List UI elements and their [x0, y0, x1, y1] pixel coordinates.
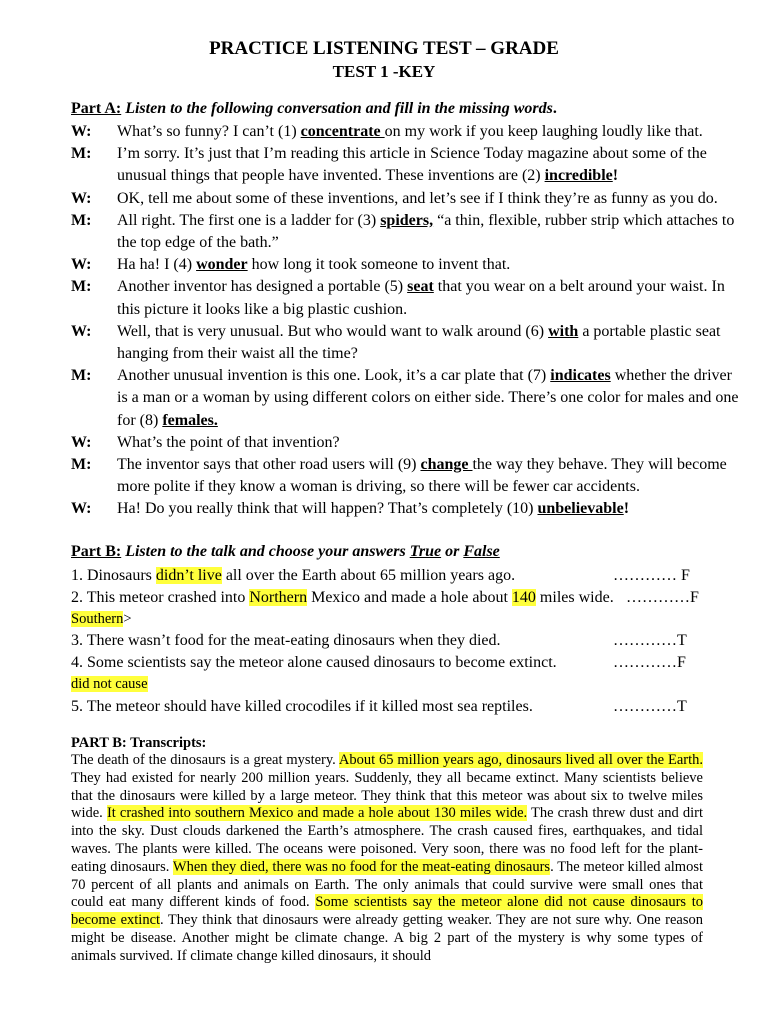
highlight: didn’t live — [155, 567, 222, 584]
line-post: ! — [623, 500, 630, 518]
list-item — [71, 565, 711, 587]
line-pre: Another inventor has designed a portable (5) — [117, 278, 408, 296]
dialogue-line — [71, 321, 741, 365]
true-word: True — [409, 543, 442, 560]
highlight: Some scientists say the meteor alone did not cause dinosaurs to become extinct — [71, 894, 703, 929]
answer-mark: …………T — [613, 632, 687, 650]
answer-7: indicates — [550, 367, 611, 385]
line-pre: Well, that is very unusual. But who would want to walk around (6) — [117, 322, 549, 340]
answer-9: change — [420, 456, 473, 474]
line-text: What’s the point of that invention? — [117, 433, 340, 451]
speaker: W: — [71, 256, 92, 274]
speaker: W: — [71, 123, 92, 140]
part-b-heading — [71, 543, 500, 561]
dialogue-line — [71, 498, 741, 520]
line-pre: I’m sorry. It’s just that I’m reading this article in Science Today magazine about some of the unusual things that people have invented. These inventions are (2) — [117, 145, 707, 185]
answer-1: concentrate — [300, 123, 385, 140]
line-pre: Ha ha! I (4) — [117, 256, 197, 274]
question-text: 4. Some scientists say the meteor alone caused dinosaurs to become extinct. — [71, 654, 557, 672]
line-post: the way they behave. They will become more polite if they know a woman is driving, so there will be fewer car accidents. — [117, 456, 727, 496]
answer-2: incredible — [544, 167, 613, 185]
line-post: ! — [612, 167, 619, 185]
transcript-text: . They think that dinosaurs were already getting weaker. They are not sure why. One reason might be disease. Another might be climate change. A big 2 part of the mystery is why some types of animals survived. If climate change killed dinosaurs, it should — [71, 912, 703, 964]
line-text — [117, 498, 741, 520]
speaker: W: — [71, 189, 92, 207]
answer-5: seat — [407, 278, 434, 296]
transcript-body — [71, 752, 703, 966]
answer-mark: …………F — [613, 654, 686, 672]
highlight: About 65 million years ago, dinosaurs lived all over the Earth. — [338, 752, 703, 768]
dialogue-line — [71, 432, 741, 454]
line-text — [117, 121, 741, 143]
or-word: or — [441, 543, 464, 560]
line-post: “a thin, flexible, rubber strip which attaches to the top edge of the bath.” — [117, 211, 735, 252]
dialogue-line — [71, 143, 741, 187]
true-false-list — [71, 565, 711, 718]
line-pre: All right. The first one is a ladder for (3) — [117, 211, 381, 229]
q-pre: 1. Dinosaurs — [71, 567, 156, 584]
speaker: M: — [71, 278, 92, 296]
speaker: W: — [71, 433, 92, 451]
answer-mark: …………T — [613, 697, 687, 715]
highlight: 140 — [511, 588, 536, 606]
transcript-heading: PART B: Transcripts: — [71, 735, 207, 751]
line-post: whether the driver is a man or a woman by using different colors on either side. There’s one color for males and one for (8) — [117, 367, 739, 429]
highlight: did not cause — [71, 675, 148, 692]
part-a-heading — [71, 100, 557, 118]
line-text — [117, 321, 741, 365]
dialogue-line — [71, 210, 741, 254]
page-subtitle: TEST 1 -KEY — [332, 62, 436, 81]
speaker: M: — [71, 145, 92, 163]
transcript-text: They had existed for nearly 200 million years. Suddenly, they all became extinct. Many scientists believe that the dinosaurs were killed by a large meteor. They think that this meteor was about six to twelve miles wide. — [71, 769, 703, 822]
answer-8: females. — [162, 411, 218, 429]
line-post: a portable plastic seat hanging from their waist all the time? — [117, 322, 721, 363]
question-text: 3. There wasn’t food for the meat-eating dinosaurs when they died. — [71, 632, 501, 650]
line-text — [117, 143, 741, 187]
list-item — [71, 587, 711, 609]
list-item — [71, 652, 711, 674]
line-pre: The inventor says that other road users will (9) — [117, 456, 421, 474]
page-title: PRACTICE LISTENING TEST – GRADE — [209, 38, 559, 59]
highlight: It crashed into southern Mexico and made a hole about 130 miles wide. — [106, 805, 528, 822]
speaker: M: — [71, 211, 92, 229]
line-text: OK, tell me about some of these inventions, and let’s see if I think they’re as funny as you do. — [117, 189, 718, 207]
line-text — [117, 276, 741, 320]
highlight: When they died, there was no food for the meat-eating dinosaurs — [172, 858, 551, 875]
correction-note — [71, 609, 711, 631]
dialogue-line — [71, 188, 741, 210]
line-text — [117, 254, 741, 276]
speaker: W: — [71, 500, 92, 518]
part-b-label: Part B: — [71, 543, 122, 560]
answer-4: wonder — [196, 256, 248, 274]
list-item — [71, 696, 711, 718]
question-text — [71, 565, 515, 587]
transcript-text: . The meteor killed almost 70 percent of all plants and animals on Earth. The only animals that could survive were small ones that could eat many different kinds of food. — [71, 858, 703, 911]
question-text — [71, 587, 614, 609]
conversation — [71, 121, 741, 521]
speaker: M: — [71, 367, 92, 385]
dialogue-line — [71, 254, 741, 276]
correction-note — [71, 674, 711, 696]
q-post: all over the Earth about 65 million years ago. — [221, 567, 516, 584]
line-post: on my work if you keep laughing loudly like that. — [384, 123, 703, 140]
answer-mark: ………… F — [613, 567, 690, 584]
q-pre: 2. This meteor crashed into — [71, 588, 250, 606]
line-pre: Another unusual invention is this one. Look, it’s a car plate that (7) — [117, 367, 551, 385]
dialogue-line — [71, 454, 741, 498]
line-text — [117, 210, 741, 254]
list-item — [71, 630, 711, 652]
answer-mark: …………F — [626, 588, 699, 606]
highlight: Southern — [71, 610, 124, 627]
line-post: that you wear on a belt around your waist. In this picture it looks like a big plastic cushion. — [117, 278, 725, 318]
dialogue-line — [71, 121, 741, 143]
correction-tail: > — [123, 610, 132, 627]
part-a-period: . — [552, 100, 557, 117]
answer-6: with — [548, 322, 579, 340]
highlight: Northern — [249, 588, 308, 606]
line-post: how long it took someone to invent that. — [247, 256, 511, 274]
part-a-label: Part A: — [71, 100, 122, 117]
transcript-text: The death of the dinosaurs is a great mystery. — [71, 752, 339, 768]
part-b-instruction — [125, 543, 500, 560]
q-post: miles wide. — [535, 588, 614, 606]
line-text — [117, 454, 741, 498]
dialogue-line — [71, 276, 741, 320]
transcript-text: The crash threw dust and dirt into the sky. Dust clouds darkened the Earth’s atmosphere. The crash caused fires, earthquakes, and tidal waves. The plants were killed. The oceans were poisoned. Very soon, there was no food left for the plant-eating dinosaurs. — [71, 805, 703, 875]
false-word: False — [463, 543, 500, 560]
answer-10: unbelievable — [537, 500, 624, 518]
question-text: 5. The meteor should have killed crocodiles if it killed most sea reptiles. — [71, 697, 533, 715]
line-text — [117, 365, 741, 432]
part-a-instruction: Listen to the following conversation and fill in the missing words — [125, 100, 553, 117]
line-pre: What’s so funny? I can’t (1) — [117, 123, 301, 140]
q-mid: Mexico and made a hole about — [307, 588, 512, 606]
instruction-text: Listen to the talk and choose your answers — [125, 543, 410, 560]
line-pre: Ha! Do you really think that will happen? That’s completely (10) — [117, 500, 538, 518]
dialogue-line — [71, 365, 741, 432]
answer-3: spiders, — [380, 211, 434, 229]
speaker: M: — [71, 456, 92, 474]
speaker: W: — [71, 322, 92, 340]
